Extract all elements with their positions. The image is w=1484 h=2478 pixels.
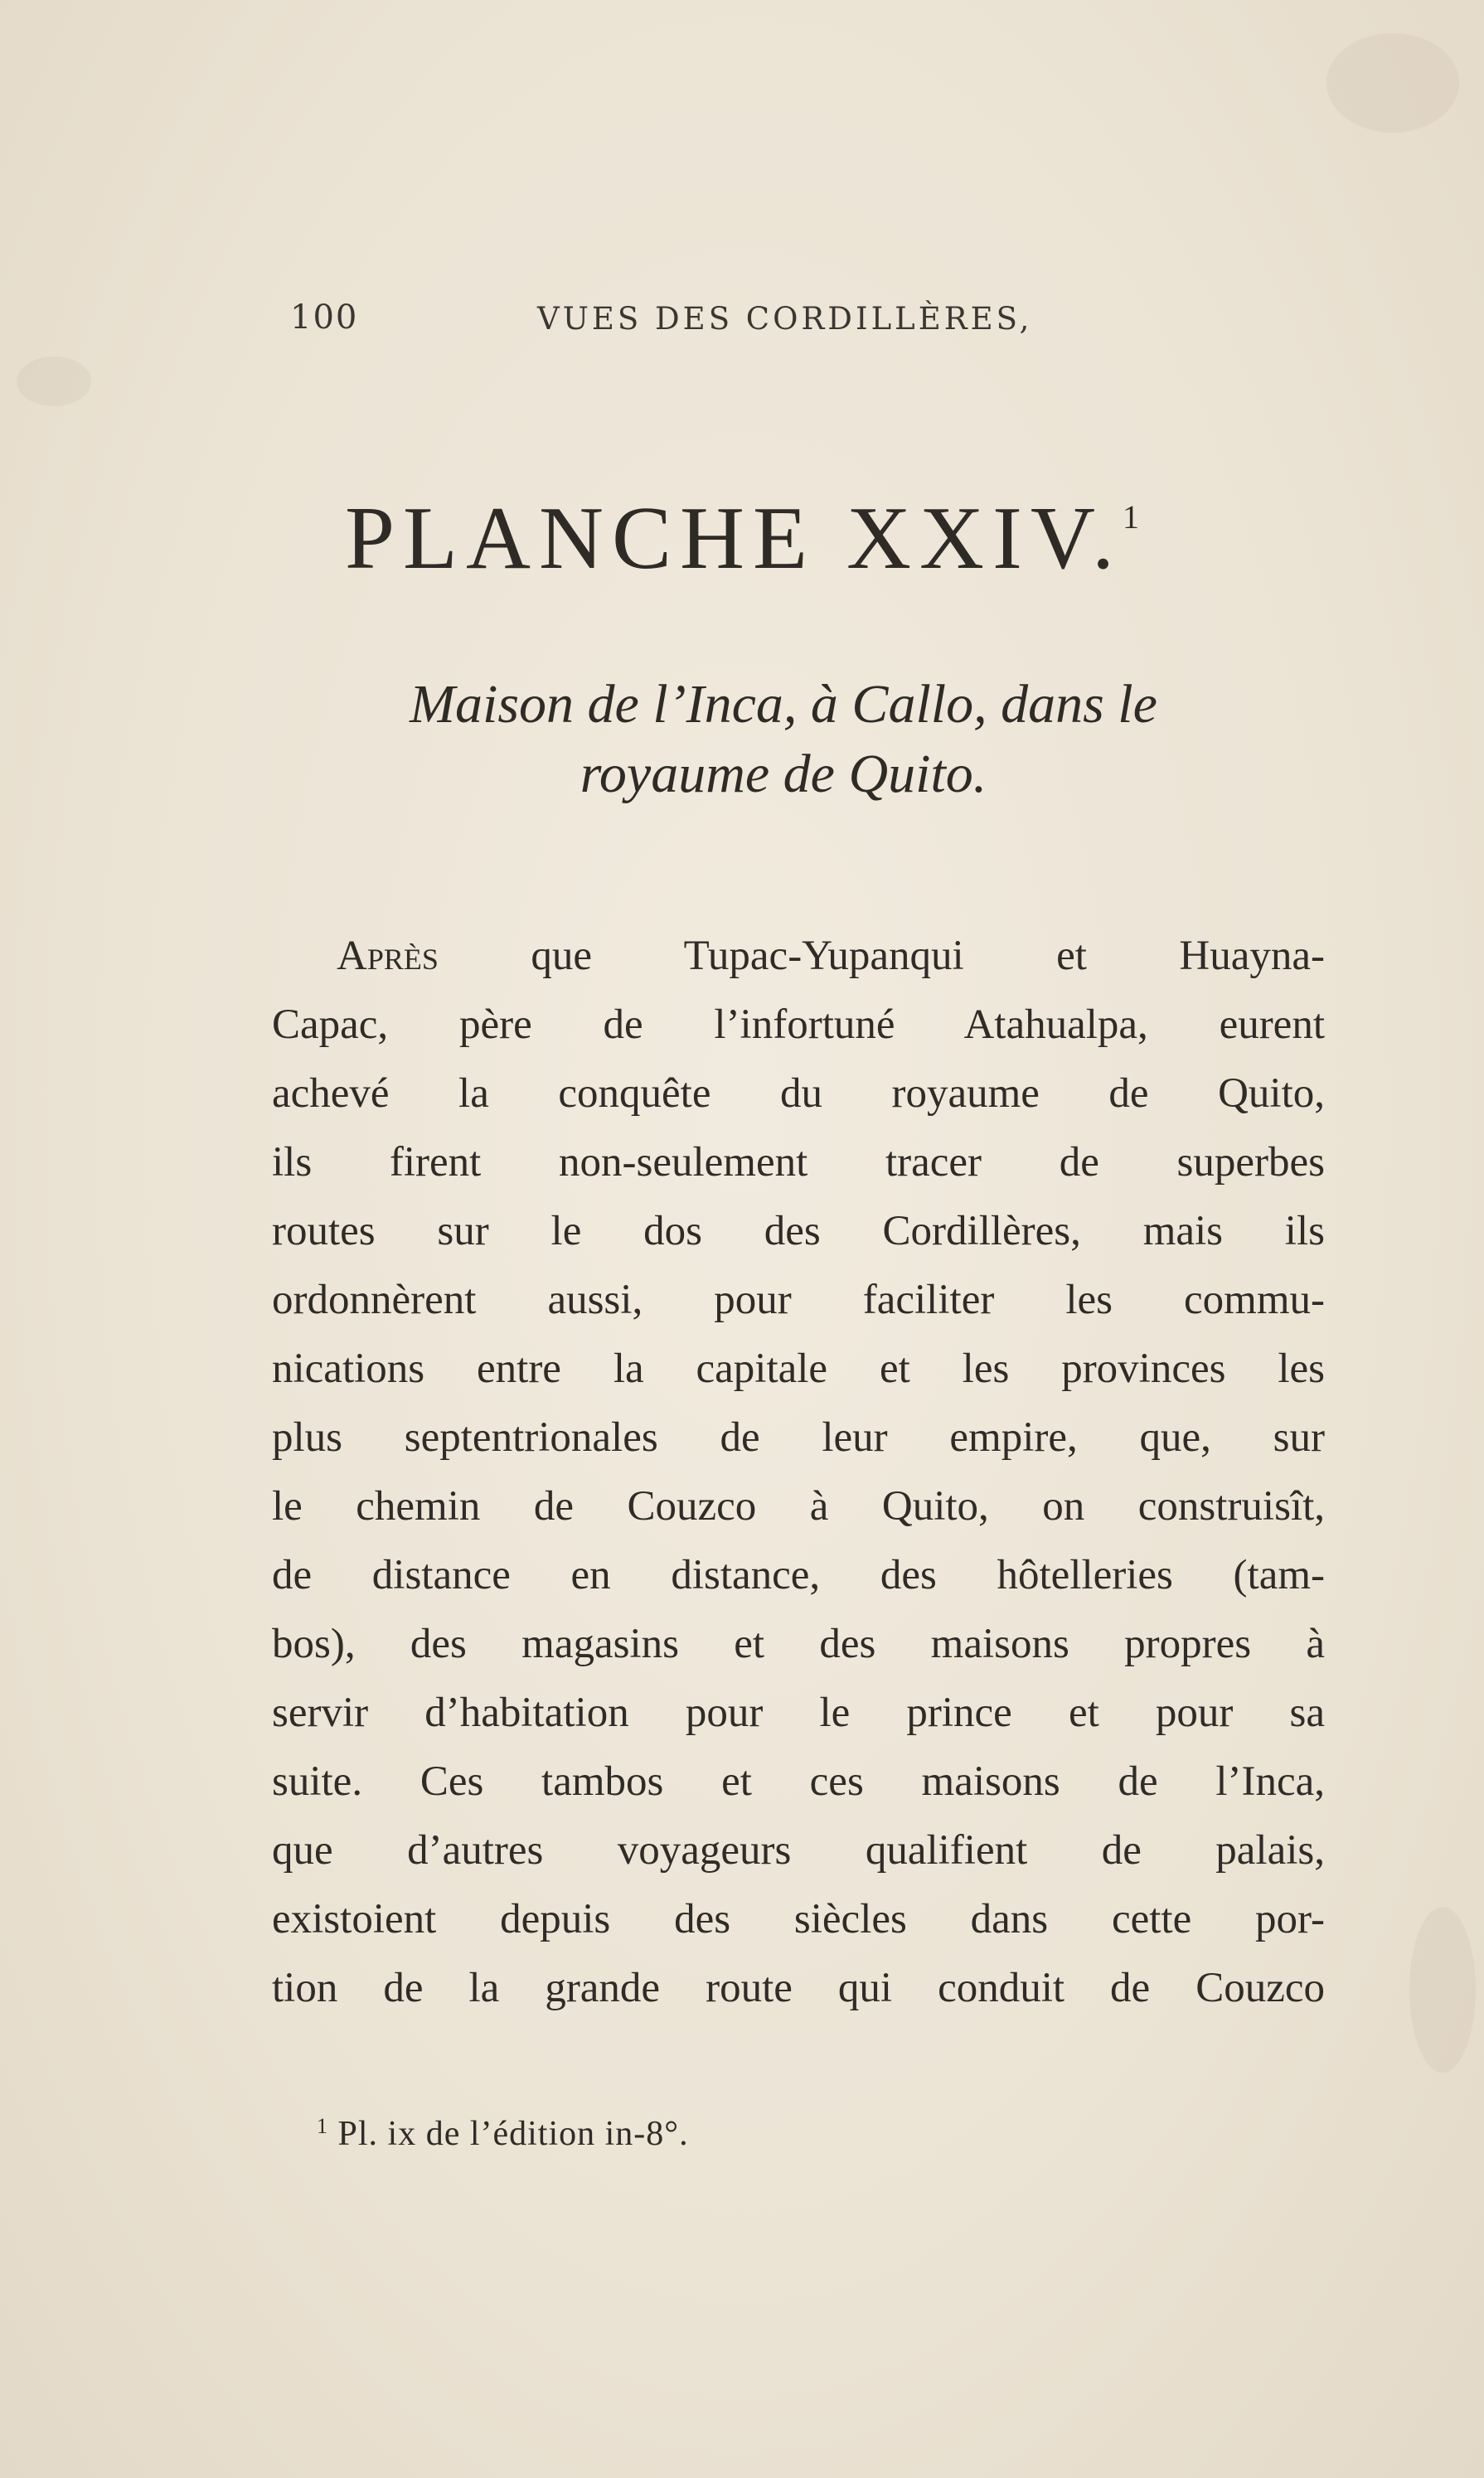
plate-title	[0, 487, 1484, 590]
footnote-text: Pl. ix de l’édition in-8°.	[337, 2115, 689, 2153]
running-title: VUES DES CORDILLÈRES,	[537, 301, 1033, 337]
body-line: de distance en distance, des hôtelleries (tam-	[272, 1552, 1325, 1598]
body-line: routes sur le dos des Cordillères, mais ils	[272, 1208, 1325, 1254]
body-line	[337, 931, 1325, 981]
body-line: ils firent non-seulement tracer de superbes	[272, 1139, 1325, 1186]
plate-title-text: PLANCHE XXIV.	[344, 489, 1123, 588]
body-line: bos), des magasins et des maisons propres à	[272, 1621, 1325, 1667]
body-line: existoient depuis des siècles dans cette por-	[272, 1896, 1325, 1942]
opening-word: Après	[337, 933, 439, 979]
footnote	[317, 2114, 689, 2154]
plate-subtitle	[232, 670, 1335, 809]
running-head	[282, 298, 1194, 348]
subtitle-line-2: royaume de Quito.	[580, 744, 987, 804]
body-line: suite. Ces tambos et ces maisons de l’Inca,	[272, 1758, 1325, 1805]
footnote-marker: 1	[317, 2114, 328, 2138]
body-line: plus septentrionales de leur empire, que, sur	[272, 1414, 1325, 1461]
page-number: 100	[290, 298, 359, 337]
body-line: Capac, père de l’infortuné Atahualpa, eurent	[272, 1001, 1325, 1048]
body-line: achevé la conquête du royaume de Quito,	[272, 1070, 1325, 1117]
body-line: ordonnèrent aussi, pour faciliter les commu-	[272, 1277, 1325, 1323]
body-line: que d’autres voyageurs qualifient de palais,	[272, 1827, 1325, 1874]
body-line: nications entre la capitale et les provinces les	[272, 1346, 1325, 1392]
footnote-reference: 1	[1123, 498, 1140, 536]
subtitle-line-1: Maison de l’Inca, à Callo, dans le	[410, 674, 1157, 735]
paper-stain	[1326, 33, 1459, 133]
paper-stain	[1409, 1907, 1476, 2073]
body-line: le chemin de Couzco à Quito, on construisît,	[272, 1483, 1325, 1530]
paper-stain	[17, 356, 91, 406]
body-line: tion de la grande route qui conduit de Couzco	[272, 1965, 1325, 2011]
body-line: servir d’habitation pour le prince et pour sa	[272, 1690, 1325, 1736]
first-line-text: que Tupac-Yupanqui et Huayna-	[531, 933, 1325, 979]
